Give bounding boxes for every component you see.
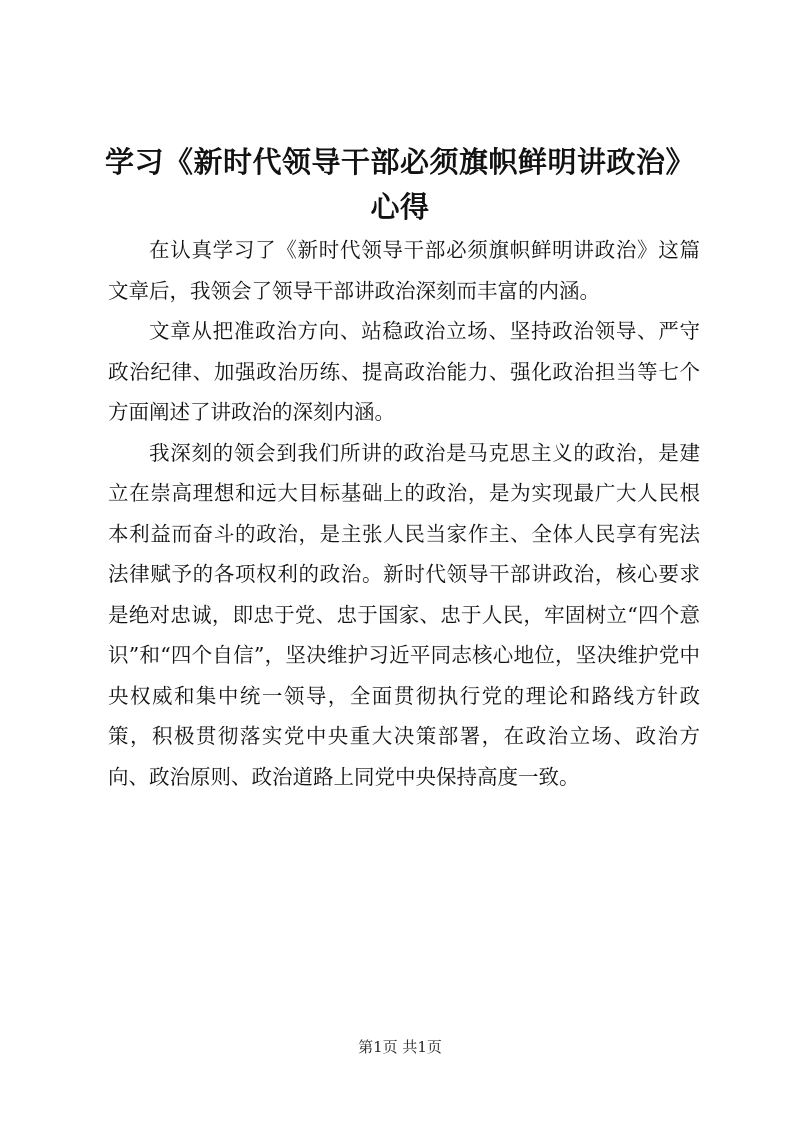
title-line-2: 心得 (370, 190, 430, 224)
title-line-1: 学习《新时代领导干部必须旗帜鲜明讲政治》 (104, 145, 695, 179)
paragraph-3: 我深刻的领会到我们所讲的政治是马克思主义的政治，是建立在崇高理想和远大目标基础上的政治，是为实现最广大人民根本利益而奋斗的政治，是主张人民当家作主、全体人民享有宪法法律赋予的各项权利的政治。新时代领导干部讲政治，核心要求是绝对忠诚，即忠于党、忠于国家、忠于人民，牢固树立“四个意识”和“四个自信”，坚决维护习近平同志核心地位，坚决维护党中央权威和集中统一领导，全面贯彻执行党的理论和路线方针政策，积极贯彻落实党中央重大决策部署，在政治立场、政治方向、政治原则、政治道路上同党中央保持高度一致。 (108, 440, 700, 789)
paragraph-2: 文章从把准政治方向、站稳政治立场、坚持政治领导、严守政治纪律、加强政治历练、提高政治能力、强化政治担当等七个方面阐述了讲政治的深刻内涵。 (108, 319, 700, 424)
document-body (108, 230, 700, 797)
page-title (100, 140, 700, 230)
page-footer: 第1页 共1页 (358, 1038, 442, 1056)
paragraph-1: 在认真学习了《新时代领导干部必须旗帜鲜明讲政治》这篇文章后，我领会了领导干部讲政治深刻而丰富的内涵。 (108, 238, 700, 303)
